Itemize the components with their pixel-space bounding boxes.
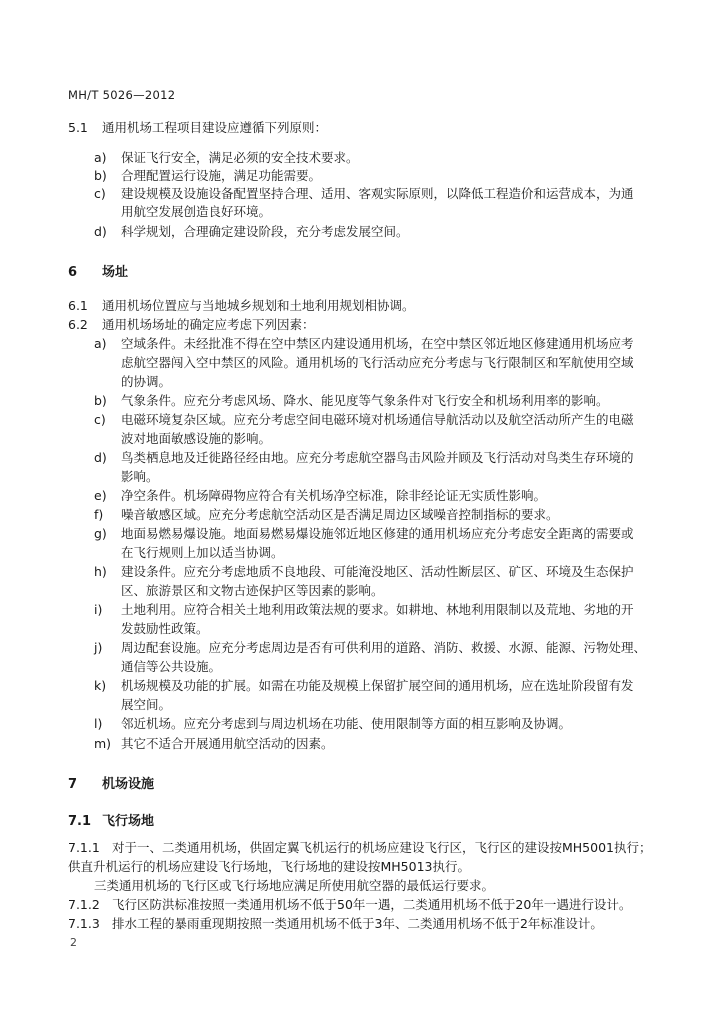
section-title: 机场设施	[102, 777, 155, 792]
list-item-label: c)	[94, 186, 106, 201]
clause-text: 通用机场工程项目建设应遵循下列原则：	[102, 120, 328, 135]
list-item-text: 其它不适合开展通用航空活动的因素。	[121, 736, 334, 751]
list-item-text: 建设条件。应充分考虑地质不良地段、可能淹没地区、活动性断层区、矿区、环境及生态保护	[121, 564, 634, 579]
clause-text-continuation: 供直升机运行的机场应建设飞行场地，飞行场地的建设按MH5013执行。	[68, 859, 470, 874]
clause-7-1-3	[68, 915, 603, 933]
list-item-label: c)	[94, 412, 106, 427]
list-item-text: 鸟类栖息地及迁徙路径经由地。应充分考虑航空器鸟击风险并顾及飞行活动对鸟类生存环境的	[121, 450, 634, 465]
list-item-label: k)	[94, 678, 107, 693]
clause-number: 6.2	[68, 317, 88, 332]
list-item-text: 虑航空器闯入空中禁区的风险。通用机场的飞行活动应充分考虑与飞行限制区和军航使用空域	[121, 355, 634, 370]
list-item-text: 机场规模及功能的扩展。如需在功能及规模上保留扩展空间的通用机场，应在选址阶段留有发	[121, 678, 634, 693]
list-item-label: i)	[94, 602, 103, 617]
list-item-text: 发鼓励性政策。	[121, 621, 209, 636]
list-item-label: d)	[94, 224, 107, 239]
list-item-label: d)	[94, 450, 107, 465]
list-item-text: 地面易燃易爆设施。地面易燃易爆设施邻近地区修建的通用机场应充分考虑安全距离的需要或	[121, 526, 634, 541]
subsection-number: 7.1	[68, 814, 92, 829]
list-item-label: b)	[94, 168, 107, 183]
clause-number: 5.1	[68, 120, 88, 135]
clause-number: 7.1.2	[68, 897, 100, 912]
list-item-label: a)	[94, 150, 107, 165]
list-item-text: 波对地面敏感设施的影响。	[121, 431, 272, 446]
clause-text: 对于一、二类通用机场，供固定翼飞机运行的机场应建设飞行区，飞行区的建设按MH5001执行；	[112, 840, 652, 855]
section-number: 7	[68, 777, 78, 792]
list-item-text: 空域条件。未经批准不得在空中禁区内建设通用机场，在空中禁区邻近地区修建通用机场应考	[121, 336, 634, 351]
list-item-text: 用航空发展创造良好环境。	[121, 204, 272, 219]
list-item-text: 区、旅游景区和文物古迹保护区等因素的影响。	[121, 583, 384, 598]
list-item-text: 电磁环境复杂区域。应充分考虑空间电磁环境对机场通信导航活动以及航空活动所产生的电磁	[121, 412, 634, 427]
section-heading-6	[68, 261, 128, 280]
clause-5-1	[68, 119, 327, 137]
list-item-text: 建设规模及设施设备配置坚持合理、适用、客观实际原则，以降低工程造价和运营成本，为通	[121, 186, 634, 201]
clause-number: 6.1	[68, 298, 88, 313]
clause-text: 通用机场场址的确定应考虑下列因素：	[102, 317, 315, 332]
clause-number: 7.1.1	[68, 840, 100, 855]
list-item-label: j)	[94, 640, 103, 655]
section-title: 场址	[102, 265, 129, 280]
list-item-label: a)	[94, 336, 107, 351]
clause-text: 排水工程的暴雨重现期按照一类通用机场不低于3年、二类通用机场不低于2年标准设计。	[112, 916, 603, 931]
paragraph-text: 三类通用机场的飞行区或飞行场地应满足所使用航空器的最低运行要求。	[94, 878, 495, 893]
list-item-text: 噪音敏感区域。应充分考虑航空活动区是否满足周边区域噪音控制指标的要求。	[121, 507, 559, 522]
list-item-text: 的协调。	[121, 374, 172, 389]
list-item-text: 科学规划，合理确定建设阶段，充分考虑发展空间。	[121, 224, 409, 239]
clause-text: 飞行区防洪标准按照一类通用机场不低于50年一遇，二类通用机场不低于20年一遇进行设计。	[112, 897, 632, 912]
list-item-text: 展空间。	[121, 697, 172, 712]
list-item-text: 保证飞行安全，满足必须的安全技术要求。	[121, 150, 359, 165]
list-item-text: 土地利用。应符合相关土地利用政策法规的要求。如耕地、林地利用限制以及荒地、劣地的开	[121, 602, 634, 617]
clause-number: 7.1.3	[68, 916, 100, 931]
page-number: 2	[70, 936, 77, 949]
clause-text: 通用机场位置应与当地城乡规划和土地利用规划相协调。	[102, 298, 415, 313]
clause-7-1-1	[68, 839, 652, 857]
section-heading-7	[68, 773, 154, 792]
list-item-text: 在飞行规则上加以适当协调。	[121, 545, 284, 560]
list-item-text: 通信等公共设施。	[121, 659, 222, 674]
list-item-text: 周边配套设施。应充分考虑周边是否有可供利用的道路、消防、救援、水源、能源、污物处理、	[121, 640, 647, 655]
standard-header: MH/T 5026—2012	[68, 88, 176, 102]
list-item-label: f)	[94, 507, 104, 522]
clause-7-1-2	[68, 896, 631, 914]
list-item-text: 影响。	[121, 469, 159, 484]
list-item-text: 邻近机场。应充分考虑到与周边机场在功能、使用限制等方面的相互影响及协调。	[121, 716, 572, 731]
clause-6-2	[68, 316, 315, 334]
list-item-label: l)	[94, 716, 103, 731]
subsection-title: 飞行场地	[102, 814, 155, 829]
list-item-label: e)	[94, 488, 107, 503]
list-item-label: m)	[94, 736, 112, 751]
clause-6-1	[68, 297, 415, 315]
section-number: 6	[68, 265, 78, 280]
list-item-label: b)	[94, 393, 107, 408]
list-item-label: g)	[94, 526, 107, 541]
list-item-text: 净空条件。机场障碍物应符合有关机场净空标准，除非经论证无实质性影响。	[121, 488, 547, 503]
subsection-heading-7-1	[68, 810, 154, 829]
list-item-text: 气象条件。应充分考虑风场、降水、能见度等气象条件对飞行安全和机场利用率的影响。	[121, 393, 609, 408]
list-item-label: h)	[94, 564, 107, 579]
list-item-text: 合理配置运行设施，满足功能需要。	[121, 168, 322, 183]
